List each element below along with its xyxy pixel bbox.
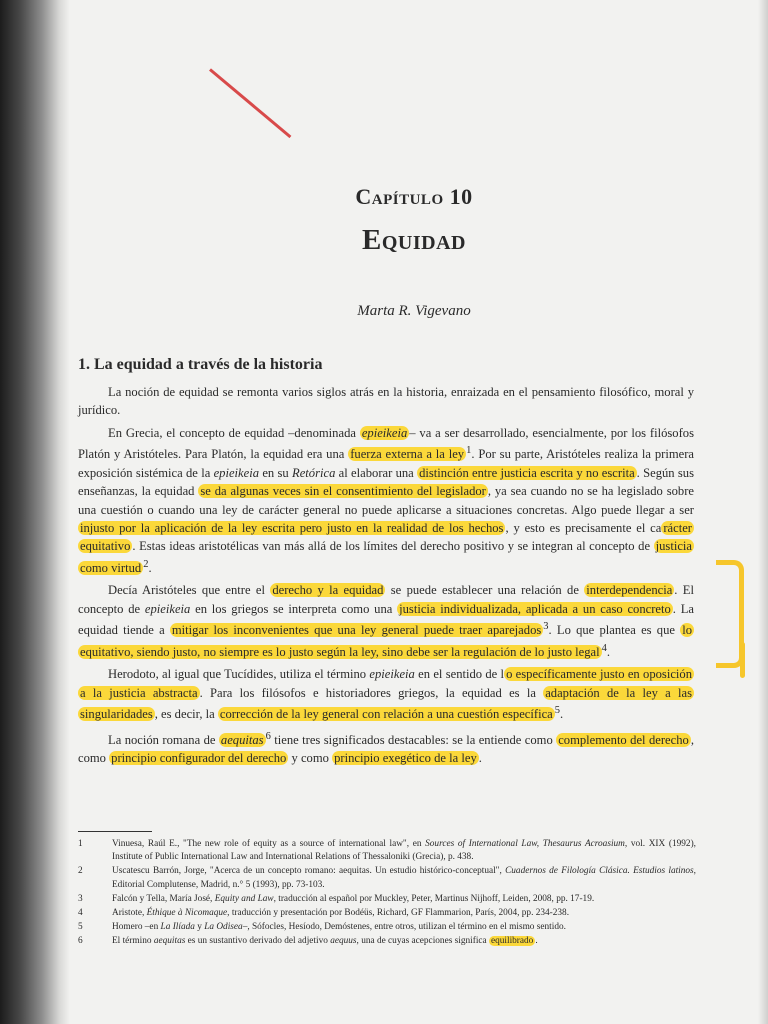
text-run: en su bbox=[259, 465, 292, 480]
text-run: en los griegos se interpreta como una bbox=[190, 601, 398, 616]
text-run: tiene tres significados destacables: se la entiende como bbox=[270, 733, 557, 748]
highlight-distincion: distinción entre justicia escrita y no escrita bbox=[419, 465, 635, 480]
highlight-aequitas: aequitas bbox=[220, 733, 264, 748]
highlight-especificamente-justo: o específicamente justo en oposición a la justicia abstracta bbox=[80, 667, 692, 700]
text-run: al elaborar una bbox=[335, 465, 418, 480]
text-italic: La Ilíada bbox=[160, 922, 195, 933]
chapter-author: Marta R. Vigevano bbox=[357, 303, 471, 319]
text-italic: Retórica bbox=[292, 465, 336, 480]
text-run: , es decir, la bbox=[154, 707, 218, 722]
footnote-text bbox=[112, 838, 696, 864]
highlight-derecho-equidad: derecho y la equidad bbox=[272, 583, 384, 598]
text-italic: epieikeia bbox=[369, 667, 415, 682]
footnote-number: 1 bbox=[78, 839, 83, 849]
text-run: . Por su parte, Aristóteles realiza la primera exposición sistémica de la bbox=[78, 447, 694, 480]
chapter-label: Capítulo 10 bbox=[355, 184, 473, 209]
footnote-divider bbox=[78, 831, 152, 832]
text-run: . bbox=[148, 561, 152, 576]
footnote-number: 3 bbox=[78, 893, 83, 904]
footnote-5 bbox=[78, 921, 696, 934]
text-run: Falcón y Tella, María José, bbox=[112, 893, 215, 904]
text-run: y como bbox=[288, 751, 333, 766]
footnote-number: 4 bbox=[78, 908, 83, 919]
text-run: . bbox=[560, 707, 564, 722]
highlight-justicia-individualizada: justicia individualizada, aplicada a un caso concreto bbox=[399, 601, 671, 616]
highlight-equilibrado: equilibrado bbox=[490, 936, 534, 947]
text-italic: aequitas bbox=[153, 936, 186, 947]
paragraph-5 bbox=[78, 728, 694, 768]
text-run: Herodoto, al igual que Tucídides, utiliza el término bbox=[108, 667, 370, 682]
footnote-number: 6 bbox=[78, 936, 83, 947]
text-italic: Sources of International Law, Thesaurus Acroasium bbox=[425, 839, 625, 849]
footnote-number: 2 bbox=[78, 866, 83, 877]
paragraph-3 bbox=[78, 581, 694, 661]
section-heading: 1. La equidad a través de la historia bbox=[78, 356, 323, 373]
text-run: , ya sea cuando no se ha legislado sobre una cuestión o cuando una ley de carácter general no puede aplicarse a situaciones concretas. Algo puede llegar a ser bbox=[78, 484, 694, 517]
page-edge-shadow bbox=[758, 0, 768, 1024]
paragraph-2 bbox=[78, 424, 694, 578]
footnote-ref-4: 4 bbox=[601, 642, 607, 654]
text-run: – va a ser desarrollado, esencialmente, por los filósofos Platón y Aristóteles. Para Platón, la equidad era una bbox=[78, 425, 694, 462]
text-run: . bbox=[606, 645, 611, 660]
footnote-text bbox=[112, 921, 696, 934]
footnote-6 bbox=[78, 935, 696, 948]
highlight-configurador: principio configurador del derecho bbox=[111, 751, 287, 766]
text-italic: epieikeia bbox=[144, 601, 191, 616]
text-italic: aequus bbox=[330, 936, 357, 947]
highlight-exegetico: principio exegético de la ley bbox=[334, 751, 477, 766]
text-run: La noción romana de bbox=[108, 733, 219, 748]
text-run: se puede establecer una relación de bbox=[385, 583, 585, 598]
text-run: , traducción al español por Muckley, Peter, Martinus Nijhoff, Leiden, 2008, pp. 17-19. bbox=[273, 893, 595, 904]
text-run: Homero –en bbox=[112, 922, 161, 933]
highlight-complemento: complemento del derecho bbox=[558, 733, 689, 748]
footnote-text bbox=[112, 935, 696, 948]
text-italic: Cuadernos de Filología Clásica. Estudios latinos bbox=[505, 866, 694, 877]
footnote-ref-5: 5 bbox=[554, 705, 560, 717]
text-run: , y esto es precisamente el ca bbox=[505, 521, 662, 536]
text-run: . Estas ideas aristotélicas van más allá de los límites del derecho positivo y se integran al concepto de bbox=[132, 539, 654, 554]
text-run: y bbox=[194, 922, 205, 933]
text-run: , como bbox=[78, 733, 694, 766]
highlight-lo-equitativo: lo equitativo, siendo justo, no siempre es lo justo según la ley, sino debe ser la regulación de lo justo legal bbox=[80, 623, 692, 660]
highlight-epieikeia: epieikeia bbox=[361, 425, 408, 440]
footnote-2 bbox=[78, 865, 696, 891]
margin-bracket-tail bbox=[740, 642, 745, 678]
highlight-fuerza-externa: fuerza externa a la ley bbox=[350, 447, 465, 462]
text-run: . El concepto de bbox=[78, 583, 694, 616]
footnote-4 bbox=[78, 907, 696, 920]
text-run: en el sentido de l bbox=[414, 667, 505, 682]
footnote-number: 5 bbox=[78, 922, 83, 933]
footnote-ref-3: 3 bbox=[543, 621, 549, 633]
highlight-injusto: injusto por la aplicación de la ley escrita pero justo en la realidad de los hechos bbox=[80, 521, 504, 536]
chapter-title: Equidad bbox=[362, 224, 466, 256]
text-run: Aristote, bbox=[112, 908, 147, 919]
text-run: Uscatescu Barrón, Jorge, "Acerca de un concepto romano: aequitas. Un estudio histórico-conceptual", bbox=[112, 866, 506, 877]
footnotes bbox=[78, 838, 696, 950]
footnote-ref-6: 6 bbox=[265, 730, 271, 742]
highlight-justicia-virtud: justicia como virtud bbox=[80, 539, 692, 576]
highlight-correccion: corrección de la ley general con relación a una cuestión específica bbox=[219, 707, 553, 722]
text-run: , Editorial Complutense, Madrid, n.° 5 (1993), pp. 73-103. bbox=[112, 866, 696, 890]
text-run: El término bbox=[112, 936, 154, 947]
red-pen-mark bbox=[209, 68, 291, 138]
text-italic: La Odisea bbox=[204, 922, 243, 933]
text-run: , vol. XIX (1992), Institute of Public International Law and International Relations of Thessaloniki (Grecia), p. 438. bbox=[112, 839, 696, 863]
text-italic: Éthique à Nicomaque bbox=[146, 908, 228, 919]
paragraph-4 bbox=[78, 665, 694, 723]
footnote-ref-1: 1 bbox=[466, 445, 472, 457]
footnote-ref-2: 2 bbox=[143, 558, 149, 570]
paragraph-1 bbox=[78, 383, 694, 420]
text-run: Decía Aristóteles que entre el bbox=[108, 583, 271, 598]
text-run: La noción de equidad se remonta varios siglos atrás en la historia, enraizada en el pensamiento filosófico, moral y jurídico. bbox=[78, 385, 694, 418]
highlight-mitigar: mitigar los inconvenientes que una ley general puede traer aparejados bbox=[171, 623, 542, 638]
text-run: . Para los filósofos e historiadores griegos, la equidad es la bbox=[199, 685, 544, 700]
footnote-text bbox=[112, 893, 696, 906]
footnote-1 bbox=[78, 838, 696, 864]
text-run: , una de cuyas acepciones significa bbox=[356, 936, 489, 947]
highlight-interdependencia: interdependencia bbox=[586, 583, 673, 598]
text-run: . bbox=[535, 936, 538, 947]
text-italic: epieikeia bbox=[213, 465, 260, 480]
text-italic: Equity and Law bbox=[214, 893, 274, 904]
highlight-caracter-equitativo: rácter equitativo bbox=[80, 521, 692, 554]
footnote-text bbox=[112, 907, 696, 920]
text-run: En Grecia, el concepto de equidad –denominada bbox=[108, 425, 360, 440]
text-run: . Según sus enseñanzas, la equidad bbox=[78, 465, 694, 499]
footnote-3 bbox=[78, 893, 696, 906]
text-run: es un sustantivo derivado del adjetivo bbox=[185, 936, 331, 947]
footnote-text bbox=[112, 865, 696, 891]
highlight-adaptacion: adaptación de la ley a las singularidades bbox=[80, 685, 692, 722]
text-run: Vinuesa, Raúl E., "The new role of equity as a source of international law", en bbox=[112, 839, 426, 849]
text-run: . Lo que plantea es que bbox=[548, 623, 681, 638]
text-run: . La equidad tiende a bbox=[78, 601, 695, 638]
highlight-consentimiento: se da algunas veces sin el consentimiento del legislador bbox=[200, 484, 486, 499]
text-run: , traducción y presentación por Bodéüs, Richard, GF Flammarion, París, 2004, pp. 234-238. bbox=[227, 908, 570, 919]
text-run: –, Sófocles, Hesíodo, Demóstenes, entre otros, utilizan el término en el mismo sentido. bbox=[242, 922, 566, 933]
text-run: . bbox=[478, 751, 482, 766]
book-spine-shadow bbox=[0, 0, 70, 1024]
body-text bbox=[78, 383, 694, 772]
